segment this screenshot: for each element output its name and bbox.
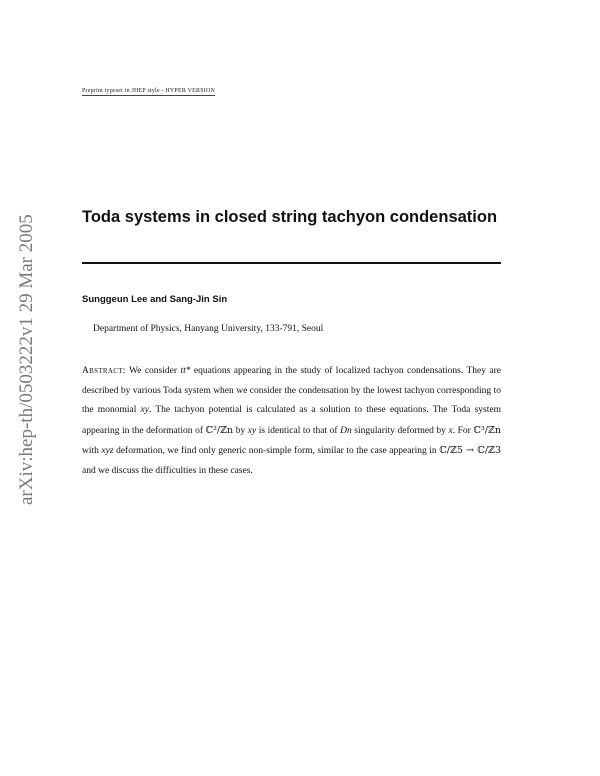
abstract-text: singularity deformed by bbox=[351, 425, 449, 436]
abstract-text: and we discuss the difficulties in these cases. bbox=[82, 465, 253, 476]
abstract-text: We consider bbox=[125, 366, 181, 376]
abstract-math: tt* bbox=[180, 366, 191, 376]
arxiv-stamp bbox=[2, 200, 42, 510]
abstract-text: . The tachyon potential is calculated as a solution to these equations. The Toda system appearing in the deformation of bbox=[82, 405, 501, 436]
abstract bbox=[82, 362, 501, 481]
abstract-text: is identical to that of bbox=[256, 425, 341, 436]
abstract-math: xy bbox=[140, 405, 149, 415]
abstract-math: ℂ/ℤ5 → ℂ/ℤ3 bbox=[439, 445, 501, 456]
abstract-math: xyz bbox=[101, 446, 114, 456]
abstract-math: xy bbox=[247, 425, 257, 436]
abstract-text: deformation, we find only generic non-simple form, similar to the case appearing in bbox=[113, 446, 440, 456]
paper-title: Toda systems in closed string tachyon condensation bbox=[82, 208, 498, 226]
abstract-text: equations appearing in the study of localized tachyon condensations. They are described by various Toda system when we consider the condensation by the lowest tachyon corresponding to the monomial bbox=[82, 366, 502, 415]
preprint-note: Preprint typeset in JHEP style - HYPER VERSION bbox=[82, 88, 216, 94]
paper-authors: Sunggeun Lee and Sang-Jin Sin bbox=[82, 294, 228, 305]
paper-affiliation: Department of Physics, Hanyang University, 133-791, Seoul bbox=[93, 324, 324, 334]
abstract-math: x bbox=[448, 425, 453, 436]
abstract-text: by bbox=[233, 425, 248, 436]
abstract-label: Abstract: bbox=[82, 366, 126, 376]
abstract-math: Dn bbox=[340, 425, 352, 436]
abstract-text: . For bbox=[452, 425, 474, 436]
abstract-text: with bbox=[82, 446, 102, 456]
title-rule bbox=[82, 262, 501, 264]
abstract-math: ℂ²/ℤn bbox=[205, 424, 234, 436]
arxiv-id: arXiv:hep-th/0503222v1 29 Mar 2005 bbox=[16, 214, 37, 505]
abstract-math: ℂ³/ℤn bbox=[473, 424, 502, 436]
